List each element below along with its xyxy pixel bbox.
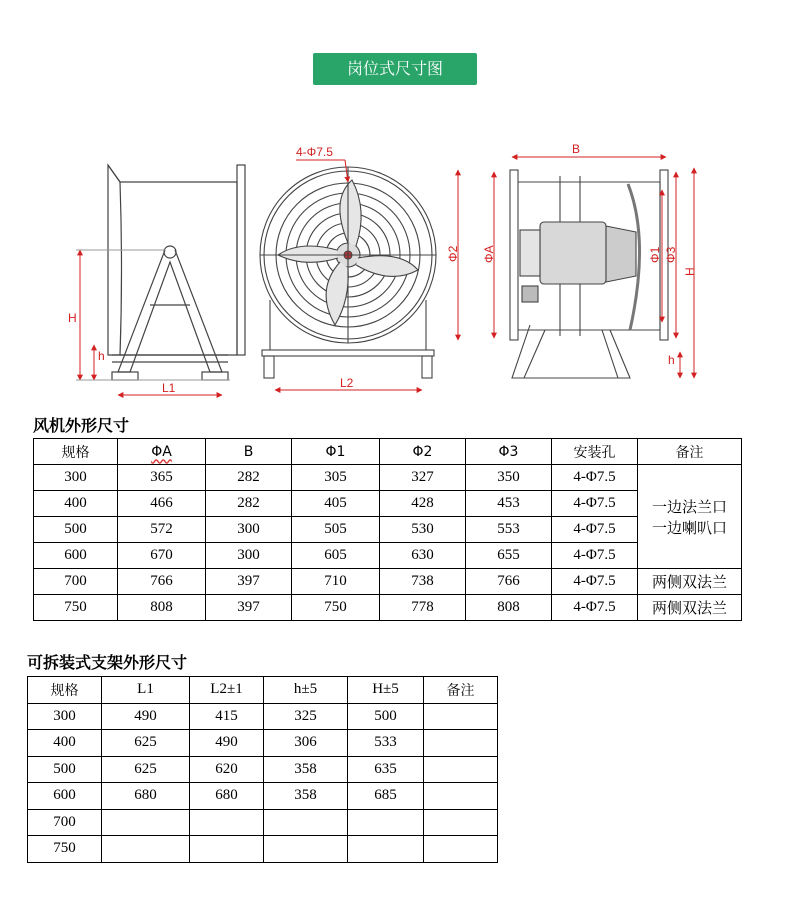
table-cell: 400 (34, 491, 118, 517)
table-cell: 490 (190, 730, 264, 757)
table1-title: 风机外形尺寸 (33, 416, 130, 435)
table-cell (424, 783, 498, 810)
rear-phi1-label: Φ1 (648, 246, 662, 263)
table2-header-cell: 规格 (28, 677, 102, 704)
note-cell: 两侧双法兰 (638, 569, 742, 595)
table-row (28, 730, 498, 757)
table-cell: 300 (34, 465, 118, 491)
side-h-small-label: h (98, 349, 105, 363)
table-cell (190, 809, 264, 836)
table-cell (190, 836, 264, 863)
table-cell (264, 809, 348, 836)
table-cell: 530 (380, 517, 466, 543)
table-cell: 766 (466, 569, 552, 595)
table-row (28, 836, 498, 863)
table1-header-cell: 规格 (34, 439, 118, 465)
table-cell (348, 836, 424, 863)
table-cell: 808 (466, 595, 552, 621)
side-view-dimensions (76, 250, 230, 395)
table1-header-cell: B (206, 439, 292, 465)
note-cell: 两侧双法兰 (638, 595, 742, 621)
table-cell: 327 (380, 465, 466, 491)
front-l2-label: L2 (340, 376, 354, 390)
table-cell (424, 836, 498, 863)
table-cell (102, 809, 190, 836)
table-cell: 750 (28, 836, 102, 863)
rear-view (510, 170, 668, 378)
table-cell: 466 (118, 491, 206, 517)
table-row (28, 756, 498, 783)
rear-h-small-label: h (668, 353, 675, 367)
table-cell: 350 (466, 465, 552, 491)
table-cell: 428 (380, 491, 466, 517)
table-row (28, 809, 498, 836)
table-cell: 655 (466, 543, 552, 569)
side-h-label: H (68, 311, 77, 325)
table-cell: 4-Φ7.5 (552, 465, 638, 491)
table-cell (264, 836, 348, 863)
table1-header-cell: Φ3 (466, 439, 552, 465)
table1-header-row (34, 439, 742, 465)
table-row (34, 543, 742, 569)
table2-header-cell: H±5 (348, 677, 424, 704)
rear-phia-label: ΦA (482, 245, 496, 263)
table2-header-row (28, 677, 498, 704)
table1-header-cell: 备注 (638, 439, 742, 465)
table1-header-cell: Φ1 (292, 439, 380, 465)
side-view (108, 165, 245, 380)
table-row (34, 517, 742, 543)
table-cell: 533 (348, 730, 424, 757)
page-title: 岗位式尺寸图 (313, 53, 477, 85)
front-phi2-label: Φ2 (446, 245, 460, 262)
table-row (34, 595, 742, 621)
table-cell: 282 (206, 491, 292, 517)
table2-header-cell: h±5 (264, 677, 348, 704)
table-cell: 685 (348, 783, 424, 810)
table2-header-cell: 备注 (424, 677, 498, 704)
merged-note-cell (638, 465, 742, 569)
table-cell (102, 836, 190, 863)
table-cell: 635 (348, 756, 424, 783)
table-cell: 505 (292, 517, 380, 543)
table-cell: 4-Φ7.5 (552, 517, 638, 543)
fan-dimensions-table (33, 438, 742, 621)
front-view (260, 167, 436, 378)
table-cell: 305 (292, 465, 380, 491)
table-cell: 808 (118, 595, 206, 621)
dimension-drawings (0, 130, 790, 410)
table-cell: 680 (102, 783, 190, 810)
table-cell: 325 (264, 703, 348, 730)
table-cell: 358 (264, 756, 348, 783)
table-cell: 4-Φ7.5 (552, 543, 638, 569)
front-hole-label: 4-Φ7.5 (296, 145, 333, 159)
table2-header-cell: L2±1 (190, 677, 264, 704)
table-cell: 400 (28, 730, 102, 757)
table-cell: 300 (206, 517, 292, 543)
table-cell (424, 730, 498, 757)
table-cell: 605 (292, 543, 380, 569)
table-cell: 750 (34, 595, 118, 621)
table-cell: 300 (206, 543, 292, 569)
table-cell (424, 756, 498, 783)
note-line-1: 一边法兰口 (651, 497, 727, 516)
table-cell: 500 (348, 703, 424, 730)
table-cell: 625 (102, 730, 190, 757)
table-cell: 680 (190, 783, 264, 810)
table-row (34, 465, 742, 491)
table-cell: 766 (118, 569, 206, 595)
table-cell: 4-Φ7.5 (552, 569, 638, 595)
table1-header-cell: Φ2 (380, 439, 466, 465)
table-cell: 453 (466, 491, 552, 517)
table-cell: 306 (264, 730, 348, 757)
table-cell: 700 (28, 809, 102, 836)
table-cell: 670 (118, 543, 206, 569)
table2-title: 可拆装式支架外形尺寸 (27, 653, 188, 672)
table-cell: 4-Φ7.5 (552, 491, 638, 517)
table-cell: 572 (118, 517, 206, 543)
table-cell: 365 (118, 465, 206, 491)
table-cell: 630 (380, 543, 466, 569)
table-cell: 490 (102, 703, 190, 730)
table-cell: 738 (380, 569, 466, 595)
table-cell: 750 (292, 595, 380, 621)
table-cell (348, 809, 424, 836)
table-cell: 778 (380, 595, 466, 621)
table-cell: 710 (292, 569, 380, 595)
table-cell: 600 (34, 543, 118, 569)
table-cell: 500 (34, 517, 118, 543)
table-cell: 300 (28, 703, 102, 730)
rear-b-label: B (572, 142, 581, 156)
table-cell: 500 (28, 756, 102, 783)
table-cell: 4-Φ7.5 (552, 595, 638, 621)
table-row (34, 569, 742, 595)
table-cell: 397 (206, 569, 292, 595)
table-cell: 625 (102, 756, 190, 783)
table1-header-phia: ΦA (151, 443, 172, 460)
table-cell: 620 (190, 756, 264, 783)
table-cell (424, 703, 498, 730)
table-row (28, 783, 498, 810)
stand-dimensions-table (27, 676, 498, 863)
table-cell: 600 (28, 783, 102, 810)
table2-header-cell: L1 (102, 677, 190, 704)
table1-header-cell (118, 439, 206, 465)
table-cell (424, 809, 498, 836)
rear-h-label: H (683, 267, 697, 276)
table-cell: 397 (206, 595, 292, 621)
rear-phi3-label: Φ3 (664, 246, 678, 263)
table-cell: 700 (34, 569, 118, 595)
table-cell: 405 (292, 491, 380, 517)
table-cell: 358 (264, 783, 348, 810)
table-row (28, 703, 498, 730)
note-line-2: 一边喇叭口 (651, 518, 727, 537)
table-row (34, 491, 742, 517)
side-l1-label: L1 (162, 381, 176, 395)
table-cell: 415 (190, 703, 264, 730)
table-cell: 282 (206, 465, 292, 491)
table-cell: 553 (466, 517, 552, 543)
table1-header-cell: 安装孔 (552, 439, 638, 465)
